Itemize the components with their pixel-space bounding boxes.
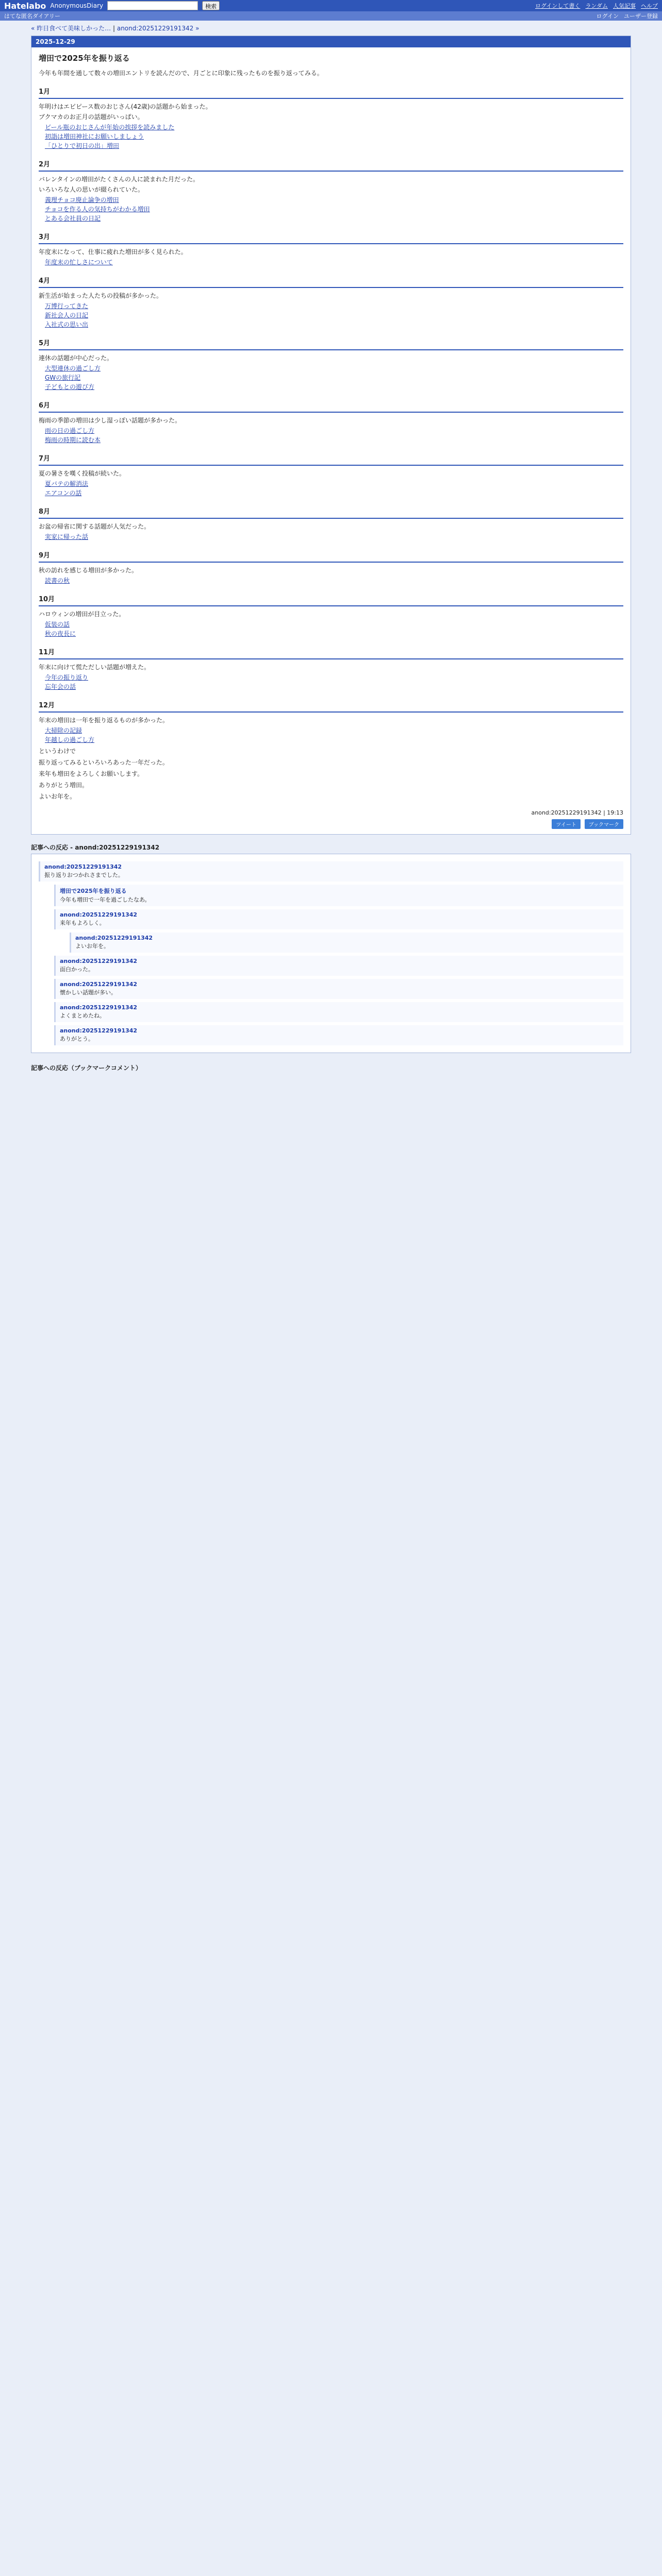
- search-button[interactable]: 検索: [202, 1, 220, 10]
- comment-item: [54, 979, 623, 999]
- top-link-random[interactable]: ランダム: [585, 3, 608, 9]
- entry-link[interactable]: 新社会人の日記: [45, 312, 89, 319]
- month-heading: 3月: [39, 229, 623, 244]
- entry-line: ブクマカのお正月の話題がいっぱい。: [39, 113, 144, 121]
- prev-link[interactable]: « 昨日食べて美味しかった…: [31, 25, 111, 32]
- bookmark-button[interactable]: ブックマーク: [585, 819, 623, 829]
- entry-line: 秋の訪れを感じる増田が多かった。: [39, 567, 138, 574]
- top-link-write[interactable]: ログインして書く: [535, 3, 581, 9]
- sub-bar: [0, 11, 662, 21]
- entry-link[interactable]: 子どもとの遊び方: [45, 383, 95, 391]
- site-logo[interactable]: Hatelabo: [4, 1, 46, 11]
- comment-item: [54, 885, 623, 906]
- comment-body: 振り返りおつかれさまでした。: [44, 872, 124, 878]
- entry-link[interactable]: とある会社員の日記: [45, 215, 101, 222]
- entry-link[interactable]: 仮装の話: [45, 621, 70, 628]
- month-heading: 5月: [39, 335, 623, 350]
- comment-body: 懐かしい話題が多い。: [60, 989, 117, 996]
- top-link-popular[interactable]: 人気記事: [613, 3, 636, 9]
- entry-line: 梅雨の季節の増田は少し湿っぽい話題が多かった。: [39, 417, 181, 424]
- comment-item: [54, 956, 623, 976]
- entry-line: 夏の暑さを嘆く投稿が続いた。: [39, 470, 126, 477]
- comment-item: [54, 909, 623, 929]
- entry-intro: [39, 69, 623, 78]
- entry-line: 新生活が始まった人たちの投稿が多かった。: [39, 292, 163, 299]
- entry-line: お盆の帰省に関する話題が人気だった。: [39, 523, 151, 530]
- entry-link[interactable]: 今年の振り返り: [45, 674, 89, 681]
- entry-link[interactable]: ビール瓶のおじさんが年始の挨拶を読みました: [45, 124, 175, 131]
- entry-line: いろいろな人の思いが綴られていた。: [39, 186, 144, 193]
- entry-link[interactable]: 読書の秋: [45, 577, 70, 584]
- day-date: 2025-12-29: [31, 36, 631, 47]
- comment-item: [39, 861, 623, 882]
- entry-link[interactable]: 雨の日の過ごし方: [45, 427, 95, 434]
- breadcrumb: [0, 21, 662, 36]
- breadcrumb-sep: |: [111, 25, 117, 32]
- entry-link[interactable]: 年越しの過ごし方: [45, 736, 95, 743]
- entry-meta[interactable]: anond:20251229191342 | 19:13: [531, 809, 623, 816]
- entry-line: 年末に向けて慌ただしい話題が増えた。: [39, 664, 151, 671]
- entry-months: [39, 84, 623, 744]
- month-heading: 4月: [39, 273, 623, 288]
- closing-line: よいお年を。: [39, 793, 76, 800]
- entry-link[interactable]: 梅雨の時期に読む本: [45, 436, 101, 444]
- entry-link[interactable]: 大掃除の記録: [45, 727, 82, 734]
- closing-line: 振り返ってみるといろいろあった一年だった。: [39, 759, 169, 766]
- comment-item: [70, 933, 623, 953]
- register-link[interactable]: ユーザー登録: [624, 13, 658, 20]
- month-heading: 12月: [39, 698, 623, 713]
- comment-body: 来年もよろしく。: [60, 920, 105, 926]
- tweet-button[interactable]: ツイート: [552, 819, 581, 829]
- comment-head[interactable]: anond:20251229191342: [60, 981, 138, 988]
- entry-link[interactable]: エアコンの話: [45, 489, 82, 497]
- entry-line: 年度末になって、仕事に疲れた増田が多く見られた。: [39, 248, 187, 256]
- comment-body: よくまとめたね。: [60, 1012, 105, 1019]
- search-input[interactable]: [107, 1, 198, 10]
- next-link[interactable]: anond:20251229191342 »: [117, 25, 200, 32]
- entry-line: 連休の話題が中心だった。: [39, 354, 113, 362]
- top-links: [535, 2, 658, 10]
- entry-link[interactable]: GWの旅行記: [45, 374, 81, 381]
- entry-link[interactable]: 年度末の忙しさについて: [45, 259, 113, 266]
- day-box: [31, 36, 631, 835]
- comment-head[interactable]: anond:20251229191342: [60, 911, 138, 918]
- comment-body: ありがとう。: [60, 1036, 94, 1042]
- closing-line: 来年も増田をよろしくお願いします。: [39, 770, 144, 777]
- month-heading: 8月: [39, 504, 623, 519]
- entry-closing: [39, 747, 623, 801]
- bookmark-comments-heading: 記事への反応（ブックマークコメント）: [31, 1064, 142, 1072]
- entry-link[interactable]: 忘年会の話: [45, 683, 76, 690]
- entry-link[interactable]: 大型連休の過ごし方: [45, 365, 101, 372]
- entry-link[interactable]: 夏バテの解消法: [45, 480, 89, 487]
- comment-head[interactable]: anond:20251229191342: [75, 935, 153, 941]
- entry-link[interactable]: 入社式の思い出: [45, 321, 89, 328]
- comments-list: [31, 854, 631, 1053]
- comments-heading: 記事への反応 - anond:20251229191342: [31, 844, 160, 851]
- entry-link[interactable]: チョコを作る人の気持ちがわかる増田: [45, 206, 150, 213]
- comment-head[interactable]: anond:20251229191342: [60, 1004, 138, 1011]
- month-heading: 11月: [39, 645, 623, 659]
- entry-link[interactable]: 実家に帰った話: [45, 533, 89, 540]
- entry-line: ハロウィンの増田が目立った。: [39, 611, 125, 618]
- comment-head[interactable]: anond:20251229191342: [60, 958, 138, 964]
- closing-line: ありがとう増田。: [39, 782, 89, 789]
- month-heading: 9月: [39, 548, 623, 563]
- comment-head[interactable]: anond:20251229191342: [60, 1027, 138, 1034]
- entry-line: 年明けはエビピース数のおじさん(42歳)の話題から始まった。: [39, 103, 212, 110]
- entry-line: バレンタインの増田がたくさんの人に読まれた月だった。: [39, 176, 199, 183]
- entry: [31, 47, 631, 834]
- month-heading: 1月: [39, 84, 623, 99]
- top-bar: [0, 0, 662, 11]
- entry-line: 年末の増田は一年を振り返るものが多かった。: [39, 717, 169, 724]
- comment-item: [54, 1025, 623, 1045]
- comment-head[interactable]: anond:20251229191342: [44, 863, 122, 870]
- entry-link[interactable]: 秋の夜長に: [45, 630, 76, 637]
- top-link-help[interactable]: ヘルプ: [641, 3, 658, 9]
- site-logo-sub[interactable]: AnonymousDiary: [50, 2, 104, 9]
- subbar-title[interactable]: はてな匿名ダイアリー: [4, 13, 61, 20]
- month-heading: 7月: [39, 451, 623, 466]
- comment-body: 面白かった。: [60, 966, 94, 973]
- entry-link[interactable]: 「ひとりで初日の出」増田: [45, 142, 120, 149]
- closing-line: というわけで: [39, 748, 76, 755]
- entry-link[interactable]: 万博行ってきた: [45, 302, 89, 310]
- month-heading: 6月: [39, 398, 623, 413]
- month-heading: 10月: [39, 591, 623, 606]
- share-buttons: [39, 819, 623, 829]
- month-heading: 2月: [39, 157, 623, 172]
- comment-head[interactable]: 増田で2025年を振り返る: [60, 888, 127, 894]
- login-link[interactable]: ログイン: [596, 13, 619, 20]
- entry-link[interactable]: 初詣は増田神社にお願いしましょう: [45, 133, 144, 140]
- comment-body: よいお年を。: [75, 943, 109, 950]
- comment-body: 今年も増田で一年を過ごしたなあ。: [60, 896, 151, 903]
- comment-item: [54, 1002, 623, 1022]
- entry-link[interactable]: 義理チョコ廃止論争の増田: [45, 196, 119, 204]
- entry-line: 今年も年間を通して数々の増田エントリを読んだので、月ごとに印象に残ったものを振り返ってみる。: [39, 70, 323, 77]
- entry-title[interactable]: 増田で2025年を振り返る: [39, 54, 130, 63]
